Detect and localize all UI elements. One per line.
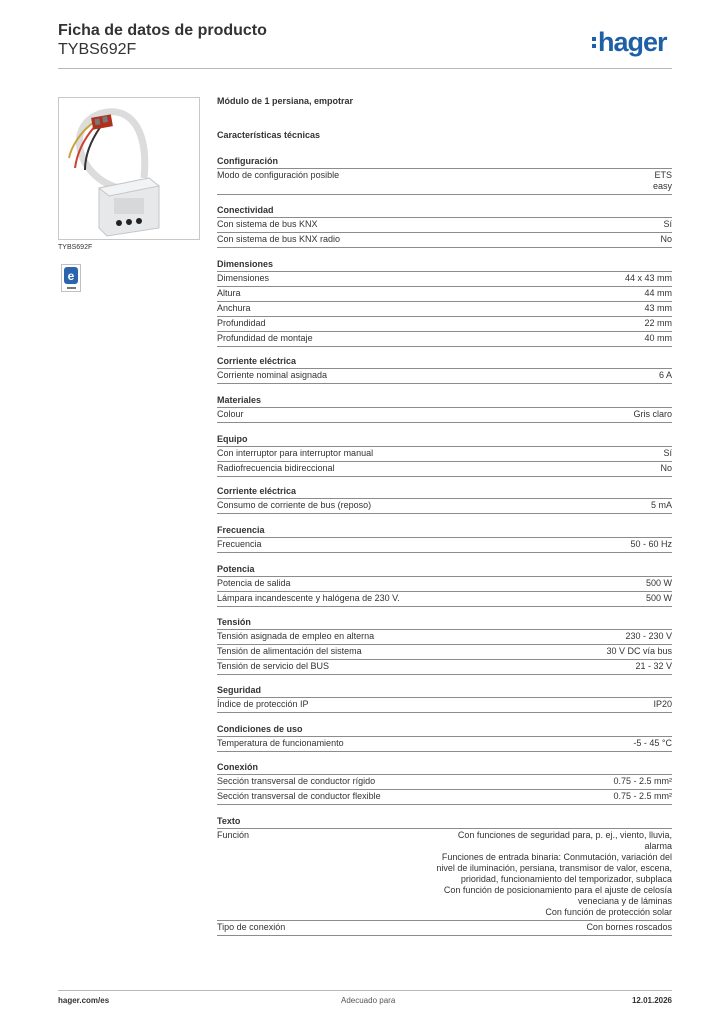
spec-label: Con interruptor para interruptor manual: [217, 448, 374, 458]
spec-value-line: Funciones de entrada binaria: Conmutación, variación del: [441, 852, 672, 862]
spec-label: Sección transversal de conductor rígido: [217, 776, 376, 786]
footer-date: 12.01.2026: [631, 996, 672, 1005]
spec-row: [217, 462, 672, 477]
spec-section: [217, 563, 672, 607]
spec-row: [217, 233, 672, 248]
spec-row: [217, 499, 672, 514]
spec-value-line: 0.75 - 2.5 mm²: [613, 791, 672, 801]
logo-dots-icon: [592, 37, 596, 48]
section-title: Tensión: [217, 617, 251, 627]
section-title: Materiales: [217, 395, 262, 405]
spec-row: [217, 332, 672, 347]
section-title: Dimensiones: [217, 259, 274, 269]
spec-value-line: prioridad, funcionamiento del temporizador, subplaca: [460, 874, 672, 884]
eco-label-icon[interactable]: e: [61, 264, 81, 292]
spec-label: Anchura: [217, 303, 251, 313]
spec-label: Modo de configuración posible: [217, 170, 340, 180]
spec-row: [217, 447, 672, 462]
spec-row: [217, 317, 672, 332]
spec-label: Corriente nominal asignada: [217, 370, 328, 380]
section-title: Configuración: [217, 156, 278, 166]
spec-label: Frecuencia: [217, 539, 262, 549]
spec-label: Sección transversal de conductor flexible: [217, 791, 381, 801]
product-summary: [217, 96, 672, 142]
spec-section: [217, 394, 672, 423]
spec-row: [217, 287, 672, 302]
section-title: Frecuencia: [217, 525, 265, 535]
spec-value-line: 500 W: [645, 578, 672, 588]
product-image: [58, 97, 200, 240]
spec-value: [613, 791, 672, 802]
spec-value: [646, 593, 672, 604]
spec-row: [217, 790, 672, 805]
spec-value-line: alarma: [644, 841, 672, 851]
spec-label: Con sistema de bus KNX: [217, 219, 318, 229]
spec-value: [644, 333, 672, 344]
spec-row: [217, 775, 672, 790]
spec-value: [644, 288, 672, 299]
spec-row: [217, 829, 672, 921]
product-photo-icon: [59, 98, 199, 239]
spec-value: [635, 661, 672, 672]
spec-row: [217, 369, 672, 384]
spec-label: Tensión de alimentación del sistema: [217, 646, 362, 656]
logo-text: hager: [598, 27, 667, 57]
tech-characteristics-title: Características técnicas: [217, 130, 321, 140]
spec-section: [217, 485, 672, 514]
spec-value-line: Gris claro: [633, 409, 672, 419]
spec-label: Tipo de conexión: [217, 922, 286, 932]
spec-section: [217, 815, 672, 936]
section-title: Seguridad: [217, 685, 262, 695]
spec-value: [663, 448, 672, 459]
spec-label: Colour: [217, 409, 244, 419]
spec-row: [217, 630, 672, 645]
spec-section: [217, 723, 672, 752]
spec-row: [217, 660, 672, 675]
spec-row: [217, 302, 672, 317]
spec-value: [625, 631, 672, 642]
spec-value: [659, 370, 672, 381]
spec-value-line: easy: [652, 181, 672, 191]
spec-value: [660, 234, 672, 245]
spec-section: [217, 684, 672, 713]
spec-value: [660, 463, 672, 474]
spec-value-line: Con función de protección solar: [545, 907, 672, 917]
spec-value-line: Sí: [663, 448, 672, 458]
section-title: Conectividad: [217, 205, 274, 215]
document-header: [58, 21, 267, 59]
spec-value-line: 22 mm: [644, 318, 672, 328]
spec-value: [586, 922, 672, 933]
spec-label: Altura: [217, 288, 241, 298]
spec-label: Función: [217, 830, 250, 840]
section-title: Corriente eléctrica: [217, 486, 297, 496]
spec-value-line: 6 A: [658, 370, 672, 380]
spec-section: [217, 524, 672, 553]
spec-section: [217, 433, 672, 477]
footer-website-link[interactable]: hager.com/es: [58, 996, 110, 1005]
spec-value: [625, 273, 672, 284]
spec-value: [644, 303, 672, 314]
spec-value-line: 5 mA: [650, 500, 672, 510]
spec-value-line: veneciana y de láminas: [577, 896, 672, 906]
spec-value-line: 230 - 230 V: [625, 631, 672, 641]
spec-value: [663, 219, 672, 230]
spec-value-line: No: [660, 463, 672, 473]
product-name: Módulo de 1 persiana, empotrar: [217, 96, 354, 106]
spec-value-line: 500 W: [645, 593, 672, 603]
image-caption: TYBS692F: [58, 244, 93, 251]
spec-value-line: 30 V DC vía bus: [606, 646, 672, 656]
section-title: Conexión: [217, 762, 259, 772]
spec-row: [217, 645, 672, 660]
spec-value-line: 43 mm: [644, 303, 672, 313]
hager-logo[interactable]: [592, 26, 667, 58]
spec-label: Profundidad de montaje: [217, 333, 313, 343]
spec-row: [217, 169, 672, 195]
spec-value-line: IP20: [653, 699, 672, 709]
spec-section: [217, 258, 672, 347]
spec-value: [606, 646, 672, 657]
spec-row: [217, 272, 672, 287]
spec-label: Lámpara incandescente y halógena de 230 V.: [217, 593, 400, 603]
section-title: Condiciones de uso: [217, 724, 303, 734]
spec-row: [217, 577, 672, 592]
spec-value-line: Con función de posicionamiento para el ajuste de celosía: [443, 885, 672, 895]
spec-row: [217, 408, 672, 423]
spec-value-line: 21 - 32 V: [635, 661, 672, 671]
spec-section: [217, 761, 672, 805]
spec-label: Temperatura de funcionamiento: [217, 738, 344, 748]
spec-value-line: 44 x 43 mm: [624, 273, 672, 283]
spec-value-line: 50 - 60 Hz: [630, 539, 672, 549]
spec-section: [217, 204, 672, 248]
spec-value: [651, 500, 672, 511]
spec-label: Índice de protección IP: [217, 699, 309, 709]
product-reference: TYBS692F: [58, 41, 137, 58]
spec-value-line: 0.75 - 2.5 mm²: [613, 776, 672, 786]
spec-value: [646, 578, 672, 589]
spec-section: [217, 616, 672, 675]
spec-row: [217, 592, 672, 607]
spec-value: [633, 738, 672, 749]
spec-value-line: Sí: [663, 219, 672, 229]
spec-label: Con sistema de bus KNX radio: [217, 234, 341, 244]
spec-row: [217, 218, 672, 233]
spec-value: [613, 776, 672, 787]
spec-label: Potencia de salida: [217, 578, 291, 588]
spec-value-line: No: [660, 234, 672, 244]
spec-row: [217, 698, 672, 713]
spec-value: [633, 409, 672, 420]
spec-value: [653, 170, 672, 192]
spec-section: [217, 155, 672, 195]
spec-value-line: -5 - 45 °C: [633, 738, 672, 748]
spec-section: [217, 355, 672, 384]
spec-row: [217, 538, 672, 553]
spec-value: [630, 539, 672, 550]
spec-value-line: Con bornes roscados: [586, 922, 672, 932]
spec-label: Profundidad: [217, 318, 266, 328]
spec-label: Tensión de servicio del BUS: [217, 661, 330, 671]
spec-row: [217, 737, 672, 752]
spec-value-line: 44 mm: [644, 288, 672, 298]
section-title: Potencia: [217, 564, 255, 574]
section-title: Texto: [217, 816, 241, 826]
header-divider: [58, 68, 672, 69]
section-title: Equipo: [217, 434, 248, 444]
section-title: Corriente eléctrica: [217, 356, 297, 366]
spec-value-line: 40 mm: [644, 333, 672, 343]
footer-divider: [58, 990, 672, 991]
spec-label: Consumo de corriente de bus (reposo): [217, 500, 372, 510]
spec-value-line: Con funciones de seguridad para, p. ej., viento, lluvia,: [457, 830, 672, 840]
spec-value: [653, 699, 672, 710]
spec-label: Tensión asignada de empleo en alterna: [217, 631, 375, 641]
spec-label: Radiofrecuencia bidireccional: [217, 463, 335, 473]
document-title: Ficha de datos de producto: [58, 22, 267, 39]
spec-value-line: ETS: [654, 170, 672, 180]
spec-value: [436, 830, 672, 918]
footer-suitable-for: Adecuado para: [341, 996, 396, 1005]
spec-value-line: nivel de iluminación, persiana, transmisor de valor, escena,: [436, 863, 672, 873]
spec-row: [217, 921, 672, 936]
spec-label: Dimensiones: [217, 273, 270, 283]
spec-value: [644, 318, 672, 329]
